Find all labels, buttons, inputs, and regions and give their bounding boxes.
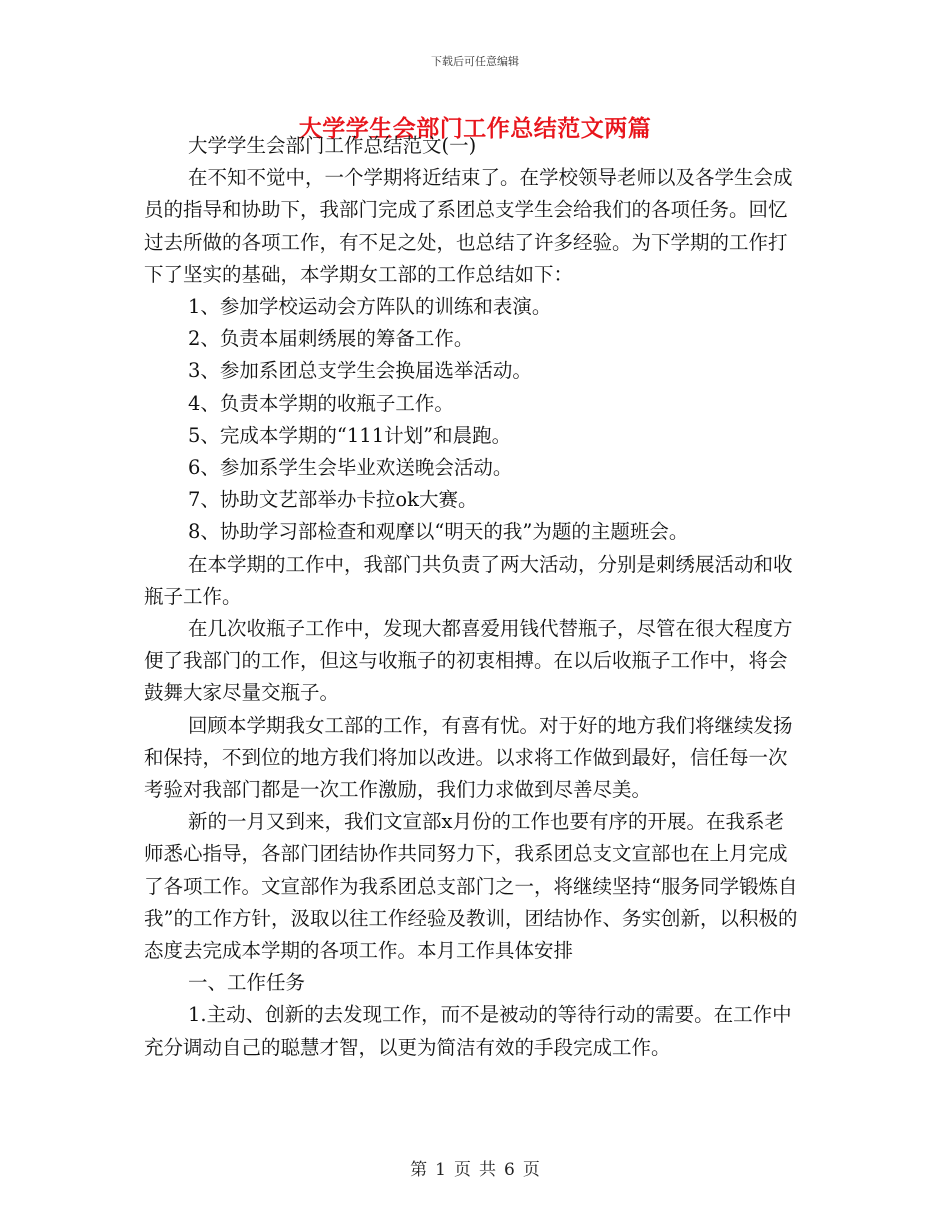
paragraph: 新的一月又到来，我们文宣部x月份的工作也要有序的开展。在我系老师悉心指导，各部门团结协作共同努力下，我系团总支文宣部也在上月完成了各项工作。文宣部作为我系团总支部门之一，将继续坚持“服务同学锻炼自我”的工作方针，汲取以往工作经验及教训，团结协作、务实创新，以积极的态度去完成本学期的各项工作。本月工作具体安排	[144, 810, 798, 963]
page-label: 页	[454, 1160, 471, 1180]
list-item: 7、协助文艺部举办卡拉ok大赛。	[188, 488, 478, 512]
list-item: 6、参加系学生会毕业欢送晚会活动。	[188, 456, 513, 480]
document-title: 大学学生会部门工作总结范文两篇	[298, 115, 652, 142]
total-label: 页	[522, 1160, 540, 1180]
list-item: 2、负责本届刺绣展的筹备工作。	[188, 327, 474, 351]
list-item: 5、完成本学期的“111计划”和晨跑。	[188, 423, 512, 447]
paragraph: 回顾本学期我女工部的工作，有喜有忧。对于好的地方我们将继续发扬和保持，不到位的地方我们将加以改进。以求将工作做到最好，信任每一次考验对我部门都是一次工作激励，我们力求做到尽善尽美。	[144, 713, 793, 802]
list-item: 8、协助学习部检查和观摩以“明天的我”为题的主题班会。	[188, 520, 689, 544]
page-number: 1	[435, 1160, 446, 1180]
page-prefix: 第	[410, 1160, 428, 1180]
total-pages: 6	[504, 1160, 515, 1180]
subsection-heading: 一、工作任务	[188, 971, 306, 995]
paragraph: 在几次收瓶子工作中，发现大都喜爱用钱代替瓶子，尽管在很大程度方便了我部门的工作，但这与收瓶子的初衷相搏。在以后收瓶子工作中，将会鼓舞大家尽量交瓶子。	[144, 617, 793, 705]
section-heading: 大学学生会部门工作总结范文(一)	[188, 134, 477, 157]
total-prefix: 共	[479, 1160, 496, 1180]
list-item: 3、参加系团总支学生会换届选举活动。	[188, 359, 532, 383]
paragraph-intro: 在不知不觉中，一个学期将近结束了。在学校领导老师以及各学生会成员的指导和协助下，我部门完成了系团总支学生会给我们的各项任务。回忆过去所做的各项工作，有不足之处，也总结了许多经验。为下学期的工作打下了坚实的基础，本学期女工部的工作总结如下：	[144, 166, 793, 286]
list-item: 1、参加学校运动会方阵队的训练和表演。	[188, 295, 552, 319]
paragraph: 在本学期的工作中，我部门共负责了两大活动，分别是刺绣展活动和收瓶子工作。	[144, 552, 793, 608]
page-header: 下载后可任意编辑	[431, 55, 519, 68]
page-footer	[0, 1155, 950, 1180]
paragraph: 1.主动、创新的去发现工作，而不是被动的等待行动的需要。在工作中充分调动自己的聪慧才智，以更为简洁有效的手段完成工作。	[144, 1003, 792, 1059]
list-item: 4、负责本学期的收瓶子工作。	[188, 391, 454, 415]
document-body	[144, 130, 799, 1064]
